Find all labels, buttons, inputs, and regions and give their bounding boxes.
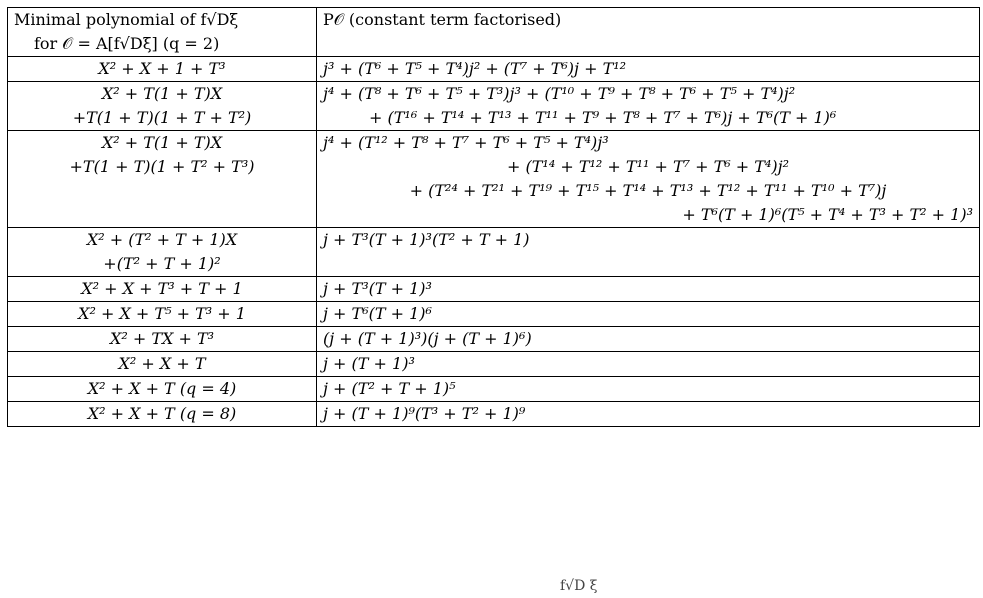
pc-line: + (T¹⁴ + T¹² + T¹¹ + T⁷ + T⁶ + T⁴)j² xyxy=(507,157,789,176)
table-row xyxy=(8,57,980,82)
table-row xyxy=(8,377,980,402)
header-minimal-polynomial xyxy=(8,8,317,57)
pc-line: j³ + (T⁶ + T⁵ + T⁴)j² + (T⁷ + T⁶)j + T¹² xyxy=(323,59,627,78)
header-line-2: for 𝒪 = A[f√Dξ] (q = 2) xyxy=(34,34,220,53)
cell-poly xyxy=(8,131,317,228)
pc-line: j + T³(T + 1)³ xyxy=(323,279,432,298)
table-row xyxy=(8,131,980,228)
caption-fragment: f√D ξ xyxy=(560,578,598,594)
pc-line: j + (T + 1)⁹(T³ + T² + 1)⁹ xyxy=(323,404,526,423)
pc-line: j + T⁶(T + 1)⁶ xyxy=(323,304,432,323)
table-row xyxy=(8,277,980,302)
pc-line: + T⁶(T + 1)⁶(T⁵ + T⁴ + T³ + T² + 1)³ xyxy=(682,205,973,224)
poly-line: X² + X + T⁵ + T³ + 1 xyxy=(78,304,246,323)
poly-line: X² + X + T xyxy=(118,354,206,373)
poly-line: X² + T(1 + T)X xyxy=(101,84,223,103)
cell-poly xyxy=(8,228,317,277)
table-row xyxy=(8,402,980,427)
pc-line: + (T²⁴ + T²¹ + T¹⁹ + T¹⁵ + T¹⁴ + T¹³ + T¹² + T¹¹ + T¹⁰ + T⁷)j xyxy=(409,181,887,200)
poly-line: X² + X + T (q = 4) xyxy=(87,379,237,398)
pc-line: j⁴ + (T¹² + T⁸ + T⁷ + T⁶ + T⁵ + T⁴)j³ xyxy=(323,133,609,152)
poly-line: X² + T(1 + T)X xyxy=(101,133,223,152)
cell-poly xyxy=(8,82,317,131)
poly-line: X² + X + T³ + T + 1 xyxy=(81,279,243,298)
pc-line: (j + (T + 1)³)(j + (T + 1)⁶) xyxy=(323,329,532,348)
table-row xyxy=(8,302,980,327)
cell-poly xyxy=(8,277,317,302)
cell-pc xyxy=(317,228,980,277)
poly-line: X² + X + 1 + T³ xyxy=(98,59,226,78)
header-col2: P𝒪 (constant term factorised) xyxy=(323,10,562,29)
cell-poly xyxy=(8,402,317,427)
cell-poly xyxy=(8,57,317,82)
cell-pc xyxy=(317,377,980,402)
table-row xyxy=(8,327,980,352)
header-line-1: Minimal polynomial of f√Dξ xyxy=(14,10,239,29)
cell-pc xyxy=(317,352,980,377)
cell-pc xyxy=(317,277,980,302)
polynomial-table xyxy=(7,7,980,427)
table-row xyxy=(8,352,980,377)
pc-line: j + T³(T + 1)³(T² + T + 1) xyxy=(323,230,530,249)
cell-pc xyxy=(317,131,980,228)
table-header-row xyxy=(8,8,980,57)
cell-pc xyxy=(317,327,980,352)
pc-line: + (T¹⁶ + T¹⁴ + T¹³ + T¹¹ + T⁹ + T⁸ + T⁷ + T⁶)j + T⁶(T + 1)⁶ xyxy=(369,108,837,127)
cell-poly xyxy=(8,352,317,377)
poly-line: X² + (T² + T + 1)X xyxy=(86,230,238,249)
pc-line: j + (T + 1)³ xyxy=(323,354,415,373)
poly-line: +(T² + T + 1)² xyxy=(103,254,221,273)
cell-poly xyxy=(8,327,317,352)
cell-pc xyxy=(317,302,980,327)
pc-line: j⁴ + (T⁸ + T⁶ + T⁵ + T³)j³ + (T¹⁰ + T⁹ + T⁸ + T⁶ + T⁵ + T⁴)j² xyxy=(323,84,796,103)
cell-poly xyxy=(8,377,317,402)
poly-line: +T(1 + T)(1 + T + T²) xyxy=(72,108,252,127)
cell-pc xyxy=(317,82,980,131)
cell-pc xyxy=(317,57,980,82)
table-row xyxy=(8,228,980,277)
cell-poly xyxy=(8,302,317,327)
poly-line: X² + TX + T³ xyxy=(109,329,215,348)
poly-line: X² + X + T (q = 8) xyxy=(87,404,237,423)
pc-line: j + (T² + T + 1)⁵ xyxy=(323,379,456,398)
table-row xyxy=(8,82,980,131)
header-p-o xyxy=(317,8,980,57)
poly-line: +T(1 + T)(1 + T² + T³) xyxy=(69,157,255,176)
cell-pc xyxy=(317,402,980,427)
